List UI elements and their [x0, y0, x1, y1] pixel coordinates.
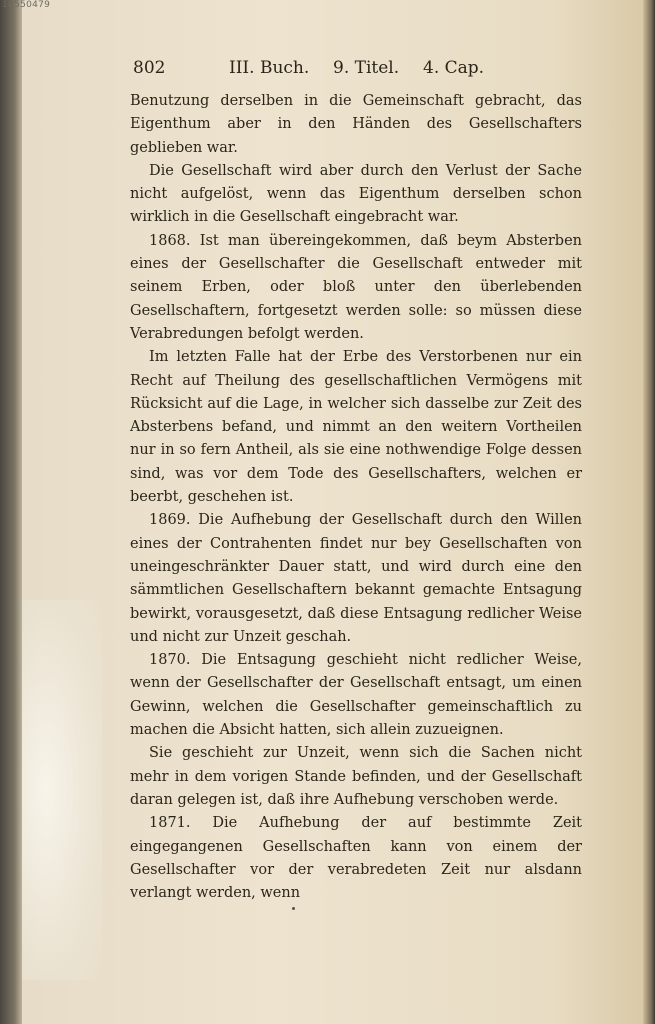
header-chapter: 4. Cap.: [423, 58, 485, 78]
paragraph: Die Gesellschaft wird aber durch den Verlust der Sache nicht aufgelöst, wenn das Eigenthum derselben schon wirklich in die Gesellschaft eingebracht war.: [130, 162, 582, 226]
page-edge: [643, 0, 655, 1024]
header-book: III. Buch.: [229, 58, 310, 78]
paragraph: Benutzung derselben in die Gemeinschaft gebracht, das Eigenthum aber in den Händen des Gesellschafters geblieben war.: [130, 93, 582, 156]
book-gutter: [0, 0, 24, 1024]
paragraph: Sie geschieht zur Unzeit, wenn sich die Sachen nicht mehr in dem vorigen Stande befinden, und der Gesellschaft daran gelegen ist, daß ihre Aufhebung verschoben werde.: [130, 745, 582, 808]
paragraph-section-1871: 1871. Die Aufhebung der auf bestimmte Zeit eingegangenen Gesellschaften kann von einem der Gesellschafter vor der verabredeten Zeit nur alsdann verlangt werden, wenn: [130, 815, 582, 902]
paragraph-section-1868: 1868. Ist man übereingekommen, daß beym Absterben eines der Gesellschafter die Gesellschaft entweder mit seinem Erben, oder bloß unter den überlebenden Gesellschaftern, fortgesetzt werden solle: so müssen diese Verabredungen befolgt werden.: [130, 232, 582, 342]
paragraph-section-1869: 1869. Die Aufhebung der Gesellschaft durch den Willen eines der Contrahenten findet nur bey Gesellschaften von uneingeschränkter Dauer statt, und wird durch eine den sämmtlichen Gesellschaftern bekannt gemachte Entsagung bewirkt, vorausgesetzt, daß diese Entsagung redlicher Weise und nicht zur Unzeit geschah.: [130, 512, 582, 645]
paragraph: Im letzten Falle hat der Erbe des Verstorbenen nur ein Recht auf Theilung des gesellschaftlichen Vermögens mit Rücksicht auf die Lage, in welcher sich dasselbe zur Zeit des Absterbens befand, und nimmt an den weitern Vortheilen nur in so fern Antheil, als sie eine nothwendige Folge dessen sind, was vor dem Tode des Gesellschafters, welchen er beerbt, geschehen ist.: [130, 349, 582, 506]
paragraph-section-1870: 1870. Die Entsagung geschieht nicht redlicher Weise, wenn der Gesellschafter der Gesellschaft entsagt, um einen Gewinn, welchen die Gesellschafter gemeinschaftlich zu machen die Absicht hatten, sich allein zuzueignen.: [130, 652, 582, 739]
running-header: [133, 58, 583, 84]
page-stain: [22, 600, 102, 980]
page-body: [130, 90, 582, 905]
catalog-id: 10550479: [2, 0, 51, 10]
ink-speck: [292, 907, 295, 910]
page-number: 802: [133, 58, 166, 78]
header-title: 9. Titel.: [333, 58, 400, 78]
